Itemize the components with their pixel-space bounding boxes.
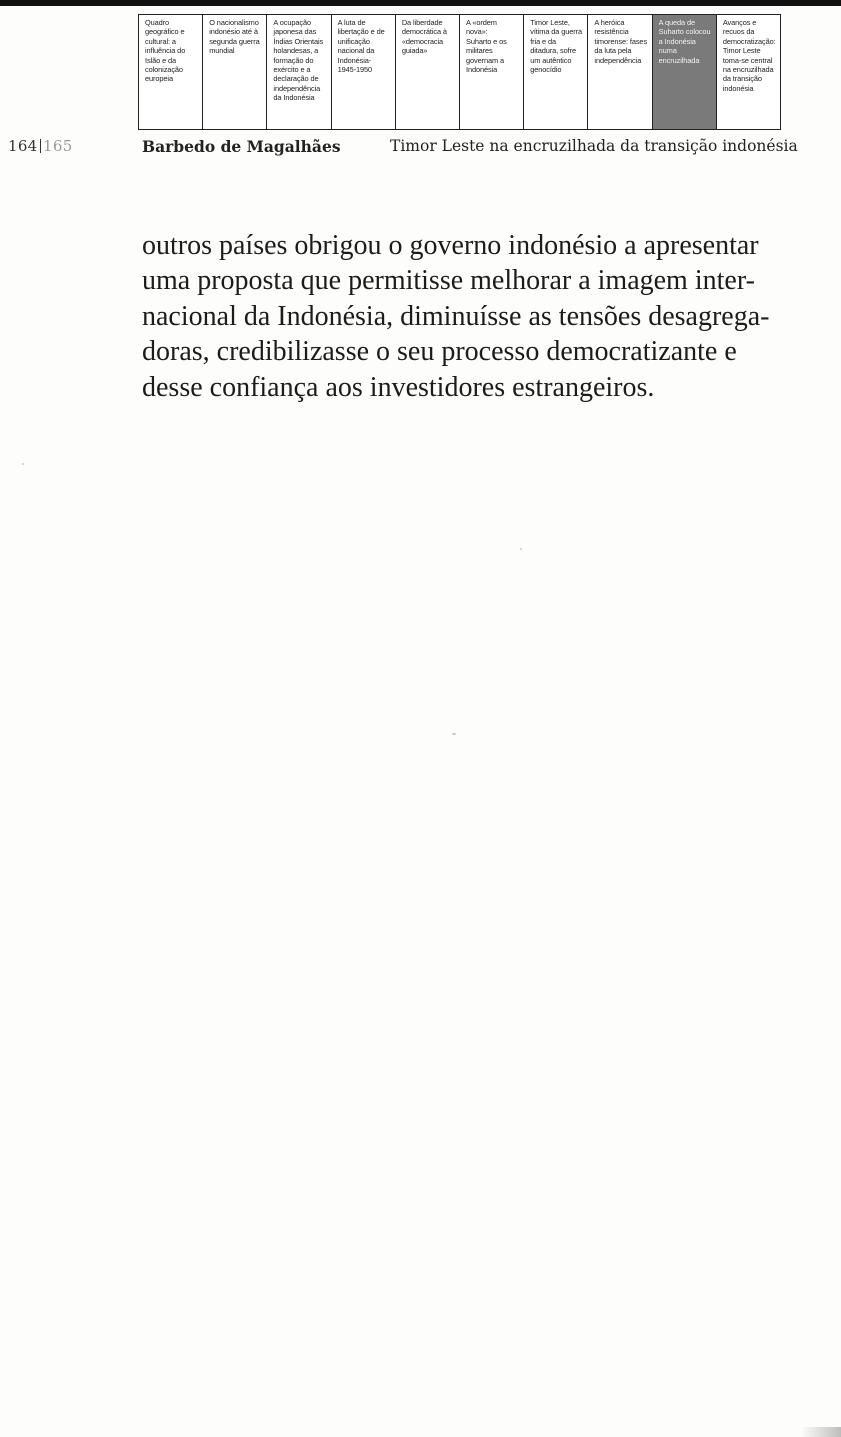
body-line: uma proposta que permitisse melhorar a imagem inter- (142, 265, 755, 297)
chapter-cell: A luta de libertação e de unificação nacional da Indonésia- 1945-1950 (332, 15, 396, 129)
page-number-right: 165 (43, 137, 73, 155)
chapter-cell: A ocupação japonesa das Índias Orientais holandesas, a formação do exército e a declaração de independência da Indonésia (267, 15, 331, 129)
top-rule (0, 0, 841, 6)
body-line: desse confiança aos investidores estrangeiros. (142, 371, 655, 403)
page-number-left: 164 (8, 137, 38, 155)
chapter-cell: Quadro geográfico e cultural: a influência do Islão e da colonização europeia (139, 15, 203, 129)
page-edge-shadow (801, 1427, 841, 1437)
body-paragraph (142, 228, 782, 405)
chapter-cell-current: A queda de Suharto colocou a Indonésia numa encruzilhada (653, 15, 717, 129)
chapter-cell: A «ordem nova»: Suharto e os militares governam a Indonésia (460, 15, 524, 129)
chapter-cell: Da liberdade democrática à «democracia guiada» (396, 15, 460, 129)
running-head-author: Barbedo de Magalhães (142, 137, 341, 156)
scan-speck (22, 463, 24, 465)
chapter-cell: A heróica resistência timorense: fases da luta pela independência (588, 15, 652, 129)
scan-speck (452, 733, 456, 735)
body-line: nacional da Indonésia, diminuísse as tensões desagrega- (142, 300, 770, 332)
page-number-divider (40, 139, 42, 153)
body-line: doras, credibilizasse o seu processo democratizante e (142, 336, 737, 368)
body-line: outros países obrigou o governo indonésio a apresentar (142, 230, 759, 261)
scan-speck (520, 548, 522, 550)
chapter-cell: Timor Leste, vítima da guerra fria e da ditadura, sofre um autêntico genocídio (524, 15, 588, 129)
chapter-navigation-strip (138, 14, 781, 130)
page-numbers (8, 137, 73, 155)
chapter-cell: Avanços e recuos da democratização: Timor Leste toma-se central na encruzilhada da transição indonésia (722, 18, 776, 93)
running-head-title: Timor Leste na encruzilhada da transição indonésia (390, 137, 798, 155)
chapter-cell: O nacionalismo indonésio até à segunda guerra mundial (203, 15, 267, 129)
